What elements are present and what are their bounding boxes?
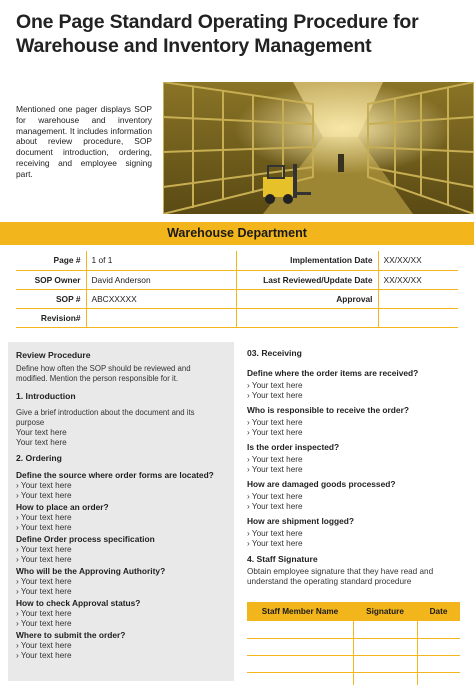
- list-item: › Your text here: [16, 577, 72, 586]
- info-row: [16, 289, 458, 308]
- list-item: › Your text here: [247, 539, 303, 548]
- list-item: › Your text here: [247, 455, 303, 464]
- page-title: One Page Standard Operating Procedure for Warehouse and Inventory Management: [16, 11, 419, 57]
- list-item: › Your text here: [247, 492, 303, 501]
- date-header: Date: [417, 602, 460, 621]
- list-item: › Your text here: [16, 641, 72, 650]
- approval-value: [378, 289, 458, 308]
- list-item: › Your text here: [247, 381, 303, 390]
- signature-cell[interactable]: [353, 638, 417, 655]
- receiving-question-5: How are shipment logged?: [247, 516, 355, 526]
- sop-number-value: ABCXXXXX: [86, 289, 236, 308]
- table-row: [247, 672, 460, 685]
- introduction-text-1: Your text here: [16, 428, 67, 437]
- list-item: › Your text here: [247, 529, 303, 538]
- sop-number-label: SOP #: [16, 289, 86, 308]
- empty-cell: [236, 308, 378, 327]
- page-label: Page #: [16, 251, 86, 270]
- implementation-date-label: Implementation Date: [236, 251, 378, 270]
- revision-label: Revision#: [16, 308, 86, 327]
- list-item: › Your text here: [247, 391, 303, 400]
- ordering-question-5: How to check Approval status?: [16, 598, 141, 608]
- staff-name-cell[interactable]: [247, 672, 353, 685]
- introduction-heading: 1. Introduction: [16, 391, 76, 401]
- list-item: › Your text here: [16, 651, 72, 660]
- approval-label: Approval: [236, 289, 378, 308]
- date-cell[interactable]: [417, 655, 460, 672]
- list-item: › Your text here: [16, 513, 72, 522]
- staff-name-cell[interactable]: [247, 655, 353, 672]
- ordering-question-3: Define Order process specification: [16, 534, 155, 544]
- list-item: › Your text here: [16, 545, 72, 554]
- signature-header: Signature: [353, 602, 417, 621]
- receiving-question-3: Is the order inspected?: [247, 442, 340, 452]
- staff-signature-heading: 4. Staff Signature: [247, 554, 318, 564]
- staff-name-cell[interactable]: [247, 621, 353, 638]
- left-panel: [8, 342, 234, 681]
- list-item: › Your text here: [16, 523, 72, 532]
- table-row: [247, 638, 460, 655]
- receiving-question-1: Define where the order items are received?: [247, 368, 419, 378]
- ordering-question-1: Define the source where order forms are located?: [16, 470, 214, 480]
- introduction-text-2: Your text here: [16, 438, 67, 447]
- signature-cell[interactable]: [353, 672, 417, 685]
- signature-cell[interactable]: [353, 655, 417, 672]
- staff-name-cell[interactable]: [247, 638, 353, 655]
- receiving-heading: 03. Receiving: [247, 348, 302, 358]
- ordering-question-4: Who will be the Approving Authority?: [16, 566, 166, 576]
- implementation-date-value: XX/XX/XX: [378, 251, 458, 270]
- sop-owner-label: SOP Owner: [16, 270, 86, 289]
- staff-name-header: Staff Member Name: [247, 602, 353, 621]
- last-reviewed-label: Last Reviewed/Update Date: [236, 270, 378, 289]
- table-row: [247, 621, 460, 638]
- revision-value: [86, 308, 236, 327]
- sop-info-table: [16, 251, 458, 328]
- department-banner: Warehouse Department: [0, 222, 474, 245]
- review-description: Define how often the SOP should be reviewed and modified. Mention the person responsible for it.: [16, 364, 191, 383]
- table-header-row: [247, 602, 460, 621]
- list-item: › Your text here: [16, 587, 72, 596]
- staff-signature-description: Obtain employee signature that they have read and understand the operating standard procedure: [247, 567, 434, 586]
- date-cell[interactable]: [417, 638, 460, 655]
- right-panel: [244, 342, 466, 681]
- signature-cell[interactable]: [353, 621, 417, 638]
- warehouse-illustration: [163, 82, 474, 214]
- staff-signature-table: [247, 602, 460, 685]
- list-item: › Your text here: [247, 418, 303, 427]
- ordering-question-2: How to place an order?: [16, 502, 109, 512]
- date-cell[interactable]: [417, 672, 460, 685]
- introduction-description: Give a brief introduction about the document and its purpose: [16, 408, 195, 427]
- intro-text: Mentioned one pager displays SOP for warehouse and inventory management. It includes information about review procedure, SOP document introduction, ordering, receiving and employee signing part.: [16, 104, 152, 179]
- list-item: › Your text here: [16, 619, 72, 628]
- last-reviewed-value: XX/XX/XX: [378, 270, 458, 289]
- empty-cell: [378, 308, 458, 327]
- receiving-question-2: Who is responsible to receive the order?: [247, 405, 409, 415]
- intro-box: [0, 82, 163, 214]
- date-cell[interactable]: [417, 621, 460, 638]
- info-row: [16, 251, 458, 270]
- ordering-question-6: Where to submit the order?: [16, 630, 126, 640]
- ordering-heading: 2. Ordering: [16, 453, 62, 463]
- receiving-question-4: How are damaged goods processed?: [247, 479, 396, 489]
- list-item: › Your text here: [16, 491, 72, 500]
- list-item: › Your text here: [247, 502, 303, 511]
- table-row: [247, 655, 460, 672]
- page-value: 1 of 1: [86, 251, 236, 270]
- list-item: › Your text here: [247, 428, 303, 437]
- list-item: › Your text here: [16, 555, 72, 564]
- info-row: [16, 270, 458, 289]
- sop-owner-value: David Anderson: [86, 270, 236, 289]
- warehouse-photo: [163, 82, 474, 214]
- review-heading: Review Procedure: [16, 350, 91, 360]
- info-row: [16, 308, 458, 327]
- list-item: › Your text here: [16, 609, 72, 618]
- list-item: › Your text here: [247, 465, 303, 474]
- list-item: › Your text here: [16, 481, 72, 490]
